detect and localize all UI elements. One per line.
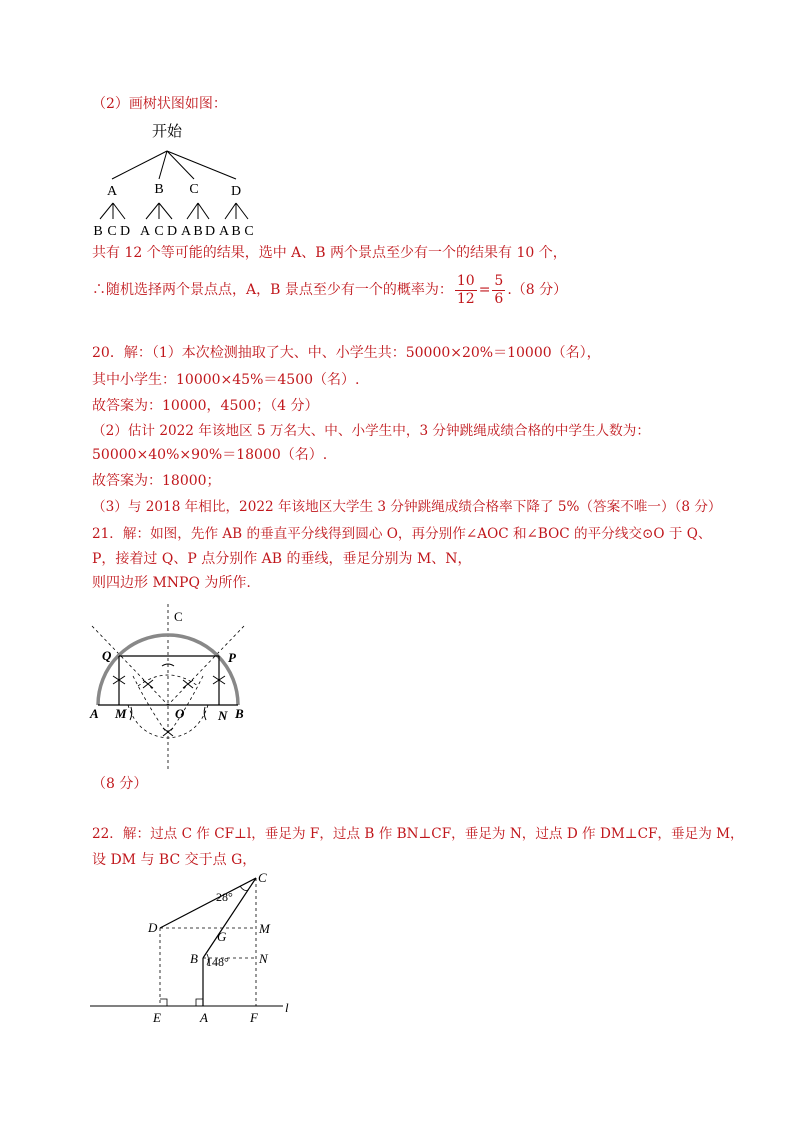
tree-diagram [85,115,285,245]
p20-line-2: 其中小学生：10000×45%＝4500（名）. [92,372,360,388]
fig22-label-F: F [250,1010,258,1025]
fig21-label-O: O [175,706,185,721]
fig22-label-B: B [190,951,198,966]
fig22-label-C: C [258,870,267,885]
fraction-10-12: $\frac{10}{12}$ [456,272,475,307]
fig21-label-M: M [115,706,127,721]
tree-node-A: A [106,184,118,199]
p20-line-1: 20．解：（1）本次检测抽取了大、中、小学生共：50000×20%＝10000（名）， [92,345,601,361]
equals-sign: = [478,282,491,298]
fig21-label-C: C [174,609,183,624]
geometry-figure-22 [88,868,303,1028]
fig22-label-N: N [259,951,268,966]
tree-leaf: A [139,224,151,239]
p20-line-7: （3）与 2018 年相比，2022 年该地区大学生 3 分钟跳绳成绩合格率下降了 5%（答案不唯一）（8 分） [92,499,722,515]
fig22-label-l: l [285,1000,289,1015]
tree-leaf: A [218,224,230,239]
p19-tree-header: （2）画树状图如图： [92,96,227,112]
tree-leaf: B [231,224,241,239]
fig22-label-A: A [200,1010,208,1025]
tree-leaf: A [180,224,192,239]
fig22-label-M: M [259,921,270,936]
p19-score: .（8 分） [507,282,568,298]
fig21-label-P: P [228,650,236,665]
tree-node-B: B [154,182,164,197]
tree-leaf: B [193,224,203,239]
tree-node-D: D [230,184,242,199]
p20-line-4: （2）估计 2022 年该地区 5 万名大、中、小学生中，3 分钟跳绳成绩合格的中学生人数为： [92,423,650,439]
p21-line-2: P，接着过 Q、P 点分别作 AB 的垂线，垂足分别为 M、N， [92,551,472,567]
tree-leaf: D [119,224,131,239]
tree-leaf: B [93,224,103,239]
tree-root: 开始 [151,124,183,140]
p19-outcomes-line: 共有 12 个等可能的结果，选中 A、B 两个景点至少有一个的结果有 10 个， [92,245,567,261]
tree-leaf: C [107,224,117,239]
fig22-label-D: D [148,920,158,935]
tree-node-C: C [189,182,199,197]
fig22-angle-28: 28° [216,890,233,904]
fig21-label-B: B [235,706,244,721]
p20-line-3: 故答案为：10000，4500；（4 分） [92,398,319,414]
tree-leaf: D [166,224,178,239]
p22-line-1: 22．解：过点 C 作 CF⊥l，垂足为 F，过点 B 作 BN⊥CF，垂足为 N，过点 D 作 DM⊥CF，垂足为 M， [92,826,744,842]
p21-line-1: 21．解：如图，先作 AB 的垂直平分线得到圆心 O，再分别作∠AOC 和∠BOC 的平分线交⊙O 于 Q、 [92,526,712,542]
p21-line-3: 则四边形 MNPQ 为所作. [92,575,251,591]
p21-score: （8 分） [92,776,148,792]
tree-leaf: C [244,224,254,239]
tree-leaf: C [154,224,164,239]
p19-probability-line [92,272,567,308]
p19-probability-text: ∴随机选择两个景点点，A，B 景点至少有一个的概率为： [92,282,453,298]
fig22-label-G: G [217,929,227,944]
fig22-label-E: E [153,1010,161,1025]
fig22-angle-148: 148° [206,955,229,969]
fig21-label-Q: Q [102,648,112,663]
fraction-5-6: $\frac{5}{6}$ [494,272,504,307]
p20-line-6: 故答案为：18000； [92,473,221,489]
tree-leaf: D [204,224,216,239]
p22-line-2: 设 DM 与 BC 交于点 G， [92,852,257,868]
fig21-label-N: N [218,708,228,723]
semicircle-construction-figure [88,604,258,772]
p20-line-5: 50000×40%×90%＝18000（名）. [92,447,328,463]
fig21-label-A: A [90,706,99,721]
